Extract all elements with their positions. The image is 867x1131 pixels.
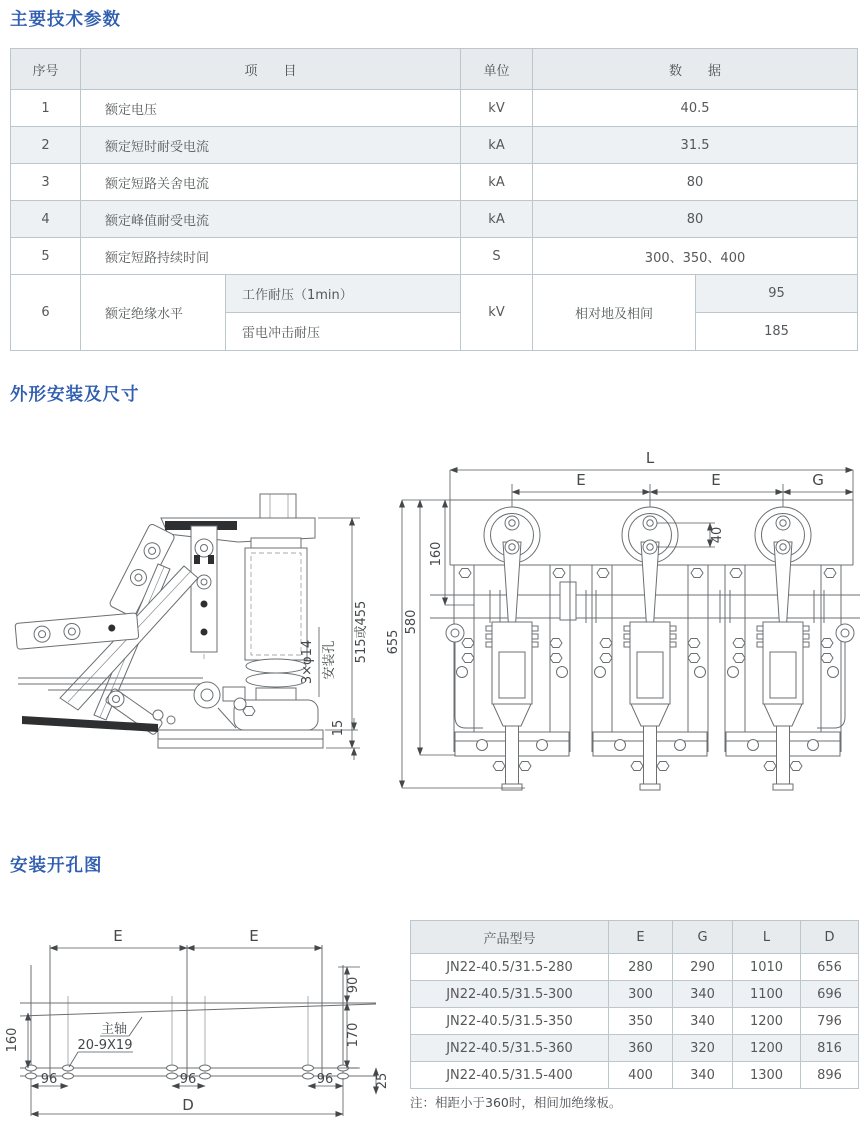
cell-item: 额定电压 bbox=[81, 90, 461, 127]
cell-model: JN22-40.5/31.5-300 bbox=[411, 981, 609, 1008]
cell-E: 280 bbox=[609, 954, 673, 981]
section-title-main-parameters: 主要技术参数 bbox=[10, 10, 121, 30]
col-data: 数 据 bbox=[533, 49, 858, 90]
dim-label-90: 90 bbox=[346, 976, 361, 994]
table-row bbox=[11, 238, 858, 275]
cell-L: 1200 bbox=[733, 1008, 801, 1035]
dim-label-96a: 96 bbox=[40, 1072, 58, 1087]
cell-E: 400 bbox=[609, 1062, 673, 1089]
cell-G: 290 bbox=[673, 954, 733, 981]
cell-data: 95 bbox=[696, 275, 858, 313]
dim-label-170: 170 bbox=[346, 1022, 361, 1048]
cell-D: 696 bbox=[801, 981, 859, 1008]
dim-label-height: 515或455 bbox=[354, 600, 369, 664]
cell-L: 1010 bbox=[733, 954, 801, 981]
cell-model: JN22-40.5/31.5-350 bbox=[411, 1008, 609, 1035]
table-row bbox=[411, 1035, 859, 1062]
cell-unit: kV bbox=[461, 90, 533, 127]
dim-label-E1: E bbox=[113, 927, 123, 945]
cell-D: 656 bbox=[801, 954, 859, 981]
cell-no: 2 bbox=[11, 127, 81, 164]
dim-label-G: G bbox=[812, 471, 824, 489]
cell-item: 额定短路关舍电流 bbox=[81, 164, 461, 201]
dim-label-D: D bbox=[182, 1096, 194, 1114]
side-view-drawing bbox=[8, 492, 378, 784]
cell-E: 300 bbox=[609, 981, 673, 1008]
table-row bbox=[11, 201, 858, 238]
table-note: 注：相距小于360时，相间加绝缘板。 bbox=[410, 1095, 622, 1110]
cell-data: 185 bbox=[696, 313, 858, 351]
col-L: L bbox=[733, 921, 801, 954]
col-D: D bbox=[801, 921, 859, 954]
cell-model: JN22-40.5/31.5-400 bbox=[411, 1062, 609, 1089]
col-E: E bbox=[609, 921, 673, 954]
dim-label-96b: 96 bbox=[179, 1072, 197, 1087]
label-hole-spec: 20-9X19 bbox=[77, 1038, 133, 1053]
dim-label-E2: E bbox=[249, 927, 259, 945]
cell-item: 额定峰值耐受电流 bbox=[81, 201, 461, 238]
cell-D: 896 bbox=[801, 1062, 859, 1089]
cell-subitem: 工作耐压（1min） bbox=[226, 275, 461, 313]
dim-label-mount-holes-text: 安装孔 bbox=[322, 640, 337, 680]
cell-item: 额定短路持续时间 bbox=[81, 238, 461, 275]
cell-D: 796 bbox=[801, 1008, 859, 1035]
cell-unit: kA bbox=[461, 127, 533, 164]
cell-item: 额定绝缘水平 bbox=[81, 275, 226, 351]
table-row bbox=[411, 981, 859, 1008]
cell-data: 300、350、400 bbox=[533, 238, 858, 275]
cell-G: 340 bbox=[673, 1062, 733, 1089]
col-model: 产品型号 bbox=[411, 921, 609, 954]
dim-label-580: 580 bbox=[404, 609, 419, 635]
dim-label-655: 655 bbox=[386, 629, 401, 655]
section-title-drill-plan: 安装开孔图 bbox=[10, 856, 103, 876]
cell-model: JN22-40.5/31.5-360 bbox=[411, 1035, 609, 1062]
col-no: 序号 bbox=[11, 49, 81, 90]
cell-data: 40.5 bbox=[533, 90, 858, 127]
table-row bbox=[11, 164, 858, 201]
dim-label-L: L bbox=[645, 449, 655, 467]
cell-unit: kA bbox=[461, 201, 533, 238]
model-table bbox=[410, 920, 859, 1089]
table-row bbox=[411, 954, 859, 981]
cell-no: 1 bbox=[11, 90, 81, 127]
cell-L: 1300 bbox=[733, 1062, 801, 1089]
cell-no: 5 bbox=[11, 238, 81, 275]
col-item: 项 目 bbox=[81, 49, 461, 90]
dim-label-E2: E bbox=[711, 471, 721, 489]
table-row bbox=[411, 1008, 859, 1035]
dim-label-mount-holes: 3×φ14 bbox=[300, 639, 315, 685]
dim-label-160: 160 bbox=[5, 1027, 20, 1053]
cell-no: 4 bbox=[11, 201, 81, 238]
cell-data: 80 bbox=[533, 164, 858, 201]
drill-plan-drawing bbox=[5, 918, 398, 1123]
col-G: G bbox=[673, 921, 733, 954]
cell-E: 360 bbox=[609, 1035, 673, 1062]
cell-data: 80 bbox=[533, 201, 858, 238]
dim-label-40: 40 bbox=[710, 526, 725, 544]
model-header-row bbox=[411, 921, 859, 954]
section-title-outline-dimensions: 外形安装及尺寸 bbox=[10, 385, 140, 405]
params-header-row bbox=[11, 49, 858, 90]
cell-E: 350 bbox=[609, 1008, 673, 1035]
cell-unit: kA bbox=[461, 164, 533, 201]
cell-item: 额定短时耐受电流 bbox=[81, 127, 461, 164]
table-row bbox=[11, 90, 858, 127]
params-table bbox=[10, 48, 858, 351]
cell-G: 340 bbox=[673, 1008, 733, 1035]
cell-unit: S bbox=[461, 238, 533, 275]
cell-G: 340 bbox=[673, 981, 733, 1008]
cell-G: 320 bbox=[673, 1035, 733, 1062]
table-row bbox=[11, 127, 858, 164]
table-row bbox=[11, 275, 858, 313]
cell-unit: kV bbox=[461, 275, 533, 351]
col-unit: 单位 bbox=[461, 49, 533, 90]
cell-L: 1200 bbox=[733, 1035, 801, 1062]
dim-label-96c: 96 bbox=[316, 1072, 334, 1087]
dim-label-25: 25 bbox=[375, 1072, 390, 1090]
cell-condition: 相对地及相间 bbox=[533, 275, 696, 351]
front-view-drawing bbox=[386, 442, 867, 797]
cell-L: 1100 bbox=[733, 981, 801, 1008]
table-row bbox=[411, 1062, 859, 1089]
dim-label-160: 160 bbox=[429, 541, 444, 567]
cell-no: 6 bbox=[11, 275, 81, 351]
cell-D: 816 bbox=[801, 1035, 859, 1062]
label-main-shaft: 主轴 bbox=[100, 1022, 128, 1037]
dim-label-base: 15 bbox=[331, 719, 346, 737]
cell-subitem: 雷电冲击耐压 bbox=[226, 313, 461, 351]
cell-model: JN22-40.5/31.5-280 bbox=[411, 954, 609, 981]
cell-no: 3 bbox=[11, 164, 81, 201]
cell-data: 31.5 bbox=[533, 127, 858, 164]
dim-label-E1: E bbox=[576, 471, 586, 489]
